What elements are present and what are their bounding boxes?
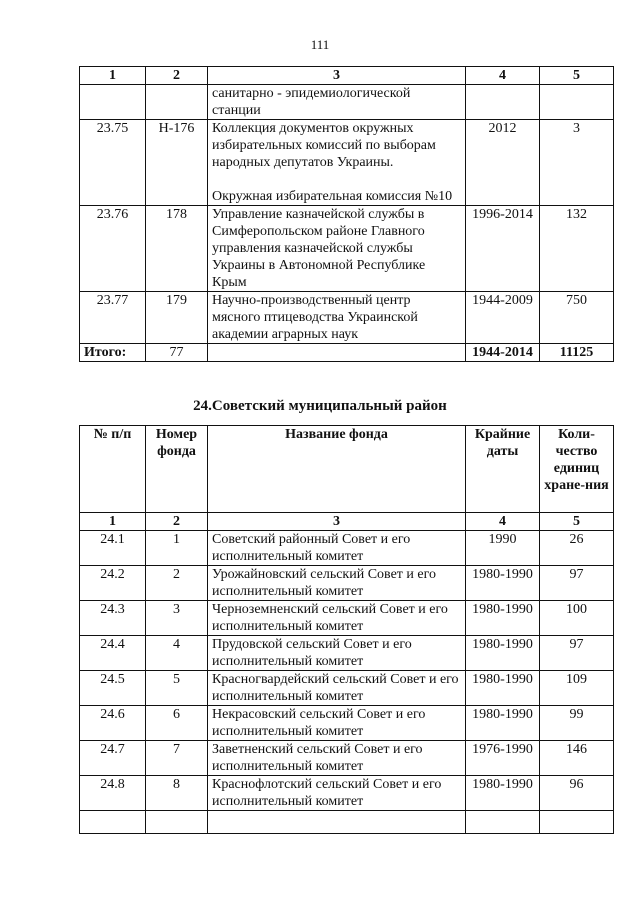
fund-number: 7 xyxy=(146,741,208,776)
total-label: Итого: xyxy=(80,344,146,362)
table-row xyxy=(80,741,614,776)
header-date-range: Крайние даты xyxy=(466,426,540,513)
header-row xyxy=(80,426,614,513)
fund-name: Урожайновский сельский Совет и его исполнительный комитет xyxy=(208,566,466,601)
fund-number: 5 xyxy=(146,671,208,706)
date-range: 1980-1990 xyxy=(466,566,540,601)
fund-number: 2 xyxy=(146,566,208,601)
fund-name: Некрасовский сельский Совет и его исполнительный комитет xyxy=(208,706,466,741)
fund-name-part: Коллекция документов окружных избирательных комиссий по выборам народных депутатов Украины. xyxy=(212,121,436,170)
row-number: 23.75 xyxy=(80,120,146,206)
row-number: 24.2 xyxy=(80,566,146,601)
total-empty-cell xyxy=(208,344,466,362)
row-number: 24.8 xyxy=(80,776,146,811)
fund-number: Н-176 xyxy=(146,120,208,206)
col-number: 1 xyxy=(80,513,146,531)
archive-table-continued xyxy=(79,66,614,362)
fund-name: Управление казначейской службы в Симферопольском районе Главного управления казначейской службы Украины в Автономной Республике Крым xyxy=(208,206,466,292)
row-number: 23.77 xyxy=(80,292,146,344)
storage-count: 99 xyxy=(540,706,614,741)
row-number: 24.7 xyxy=(80,741,146,776)
col-number: 3 xyxy=(208,67,466,85)
date-range: 1980-1990 xyxy=(466,776,540,811)
page-number: 111 xyxy=(310,37,330,52)
storage-count: 96 xyxy=(540,776,614,811)
column-number-row xyxy=(80,513,614,531)
fund-name: Краснофлотский сельский Совет и его исполнительный комитет xyxy=(208,776,466,811)
header-storage-count: Коли-чество единиц хране-ния xyxy=(540,426,614,513)
table-row xyxy=(80,292,614,344)
date-range: 1990 xyxy=(466,531,540,566)
row-number: 24.3 xyxy=(80,601,146,636)
total-fund-count: 77 xyxy=(146,344,208,362)
col-number: 1 xyxy=(80,67,146,85)
fund-name: Научно-производственный центр мясного птицеводства Украинской академии аграрных наук xyxy=(208,292,466,344)
fund-name: санитарно - эпидемиологической станции xyxy=(208,85,466,120)
date-range: 1944-2009 xyxy=(466,292,540,344)
col-number: 5 xyxy=(540,513,614,531)
fund-number xyxy=(146,85,208,120)
empty-cell xyxy=(466,811,540,834)
date-range: 1980-1990 xyxy=(466,636,540,671)
empty-cell xyxy=(208,811,466,834)
storage-count xyxy=(540,85,614,120)
date-range: 1996-2014 xyxy=(466,206,540,292)
table-row xyxy=(80,636,614,671)
storage-count: 750 xyxy=(540,292,614,344)
header-fund-number: Номер фонда xyxy=(146,426,208,513)
date-range: 1980-1990 xyxy=(466,601,540,636)
col-number: 3 xyxy=(208,513,466,531)
empty-cell xyxy=(540,811,614,834)
empty-cell xyxy=(80,811,146,834)
total-date-range: 1944-2014 xyxy=(466,344,540,362)
fund-number: 6 xyxy=(146,706,208,741)
date-range: 1980-1990 xyxy=(466,671,540,706)
table-row xyxy=(80,531,614,566)
row-number xyxy=(80,85,146,120)
table-row xyxy=(80,601,614,636)
table-row xyxy=(80,206,614,292)
date-range: 1976-1990 xyxy=(466,741,540,776)
table-row xyxy=(80,85,614,120)
fund-number: 3 xyxy=(146,601,208,636)
total-storage-count: 11125 xyxy=(540,344,614,362)
storage-count: 26 xyxy=(540,531,614,566)
fund-name: Прудовской сельский Совет и его исполнительный комитет xyxy=(208,636,466,671)
storage-count: 97 xyxy=(540,566,614,601)
table-row xyxy=(80,776,614,811)
date-range xyxy=(466,85,540,120)
row-number: 24.4 xyxy=(80,636,146,671)
storage-count: 97 xyxy=(540,636,614,671)
archive-table-sovetsky xyxy=(79,425,614,834)
fund-number: 1 xyxy=(146,531,208,566)
fund-number: 8 xyxy=(146,776,208,811)
storage-count: 109 xyxy=(540,671,614,706)
fund-number: 179 xyxy=(146,292,208,344)
header-row-number: № п/п xyxy=(80,426,146,513)
storage-count: 100 xyxy=(540,601,614,636)
total-row xyxy=(80,344,614,362)
row-number: 23.76 xyxy=(80,206,146,292)
table-row-empty xyxy=(80,811,614,834)
table-row xyxy=(80,706,614,741)
row-number: 24.5 xyxy=(80,671,146,706)
col-number: 4 xyxy=(466,67,540,85)
section-title: 24.Советский муниципальный район xyxy=(193,398,447,414)
header-fund-name: Название фонда xyxy=(208,426,466,513)
col-number: 4 xyxy=(466,513,540,531)
fund-name: Черноземненский сельский Совет и его исполнительный комитет xyxy=(208,601,466,636)
fund-name: Заветненский сельский Совет и его исполнительный комитет xyxy=(208,741,466,776)
row-number: 24.1 xyxy=(80,531,146,566)
storage-count: 146 xyxy=(540,741,614,776)
table-row xyxy=(80,120,614,206)
empty-cell xyxy=(146,811,208,834)
fund-name xyxy=(208,120,466,206)
fund-number: 4 xyxy=(146,636,208,671)
table-row xyxy=(80,671,614,706)
col-number: 5 xyxy=(540,67,614,85)
col-number: 2 xyxy=(146,67,208,85)
column-number-row xyxy=(80,67,614,85)
col-number: 2 xyxy=(146,513,208,531)
storage-count: 3 xyxy=(540,120,614,206)
row-number: 24.6 xyxy=(80,706,146,741)
fund-name: Советский районный Совет и его исполнительный комитет xyxy=(208,531,466,566)
date-range: 2012 xyxy=(466,120,540,206)
storage-count: 132 xyxy=(540,206,614,292)
fund-name: Красногвардейский сельский Совет и его исполнительный комитет xyxy=(208,671,466,706)
fund-number: 178 xyxy=(146,206,208,292)
table-row xyxy=(80,566,614,601)
date-range: 1980-1990 xyxy=(466,706,540,741)
fund-name-part: Окружная избирательная комиссия №10 xyxy=(212,189,453,204)
